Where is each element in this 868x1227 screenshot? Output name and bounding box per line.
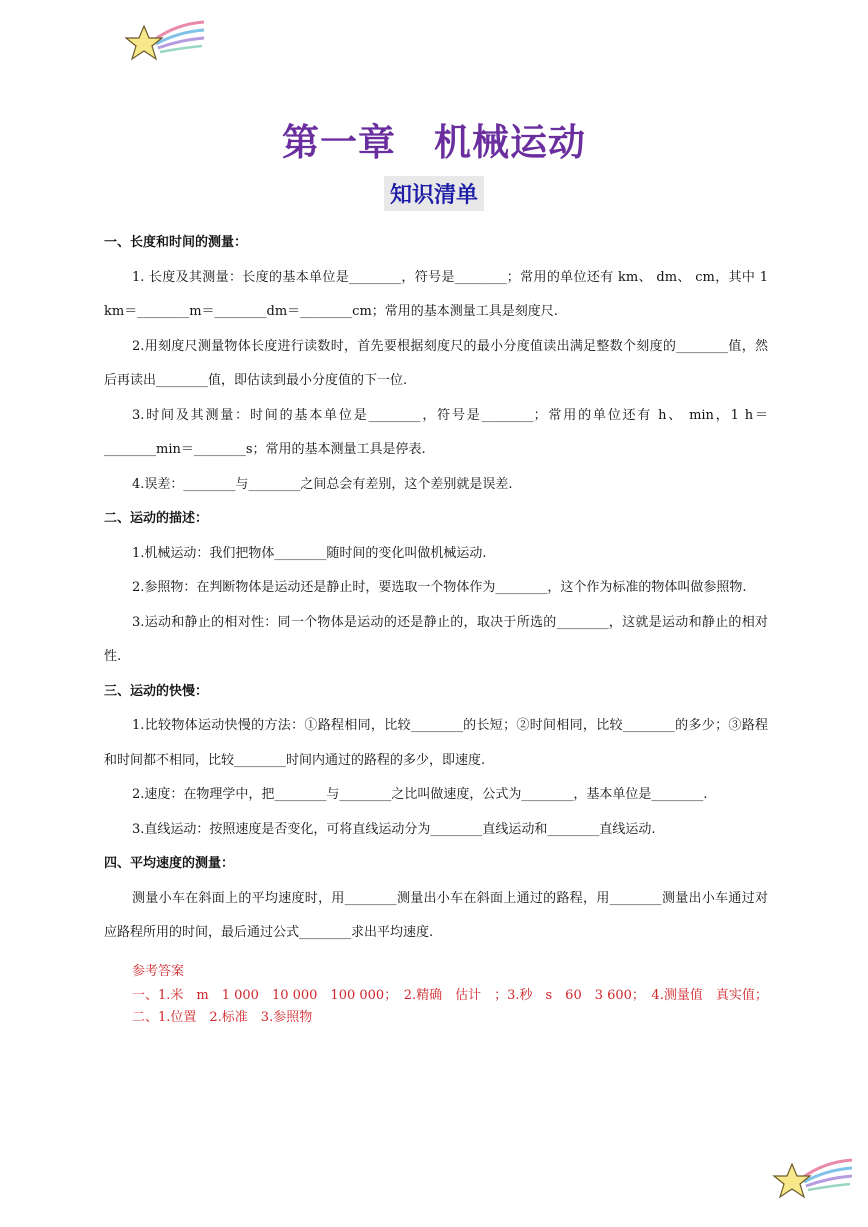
section-heading: 二、运动的描述： bbox=[104, 511, 209, 526]
document-body bbox=[104, 226, 768, 1029]
section-heading: 四、平均速度的测量： bbox=[104, 856, 235, 871]
paragraph: 1.比较物体运动快慢的方法：①路程相同，比较________的长短；②时间相同，比较________的多少；③路程和时间都不相同，比较________时间内通过的路程的多少，即速度. bbox=[104, 718, 768, 768]
paragraph: 2.用刻度尺测量物体长度进行读数时，首先要根据刻度尺的最小分度值读出满足整数个刻度的________值，然后再读出________值，即估读到最小分度值的下一位. bbox=[104, 338, 768, 388]
page-subtitle: 知识清单 bbox=[384, 176, 484, 211]
paragraph: 1.机械运动：我们把物体________随时间的变化叫做机械运动. bbox=[132, 545, 487, 561]
paragraph: 1. 长度及其测量：长度的基本单位是________，符号是________；常用的单位还有 km、 dm、 cm，其中 1 km＝________m＝________dm＝________cm；常用的基本测量工具是刻度尺. bbox=[104, 269, 768, 319]
star-decoration-icon bbox=[124, 18, 206, 66]
answer-line: 二、1.位置 2.标准 3.参照物 bbox=[132, 1009, 313, 1025]
paragraph: 2.参照物：在判断物体是运动还是静止时，要选取一个物体作为________，这个作为标准的物体叫做参照物. bbox=[132, 580, 747, 595]
page-title: 第一章 机械运动 bbox=[282, 121, 586, 164]
paragraph: 3.时间及其测量：时间的基本单位是________，符号是________；常用的单位还有 h、 min，1 h＝________min＝________s；常用的基本测量工具是停表. bbox=[104, 407, 768, 457]
answer-line: 一、1.米 m 1 000 10 000 100 000； 2.精确 估计 ；3.秒 s 60 3 600； 4.测量值 真实值； bbox=[132, 987, 768, 1003]
answer-key bbox=[104, 961, 768, 1029]
paragraph: 4.误差：________与________之间总会有差别，这个差别就是误差. bbox=[132, 476, 513, 492]
paragraph: 测量小车在斜面上的平均速度时，用________测量出小车在斜面上通过的路程，用________测量出小车通过对应路程所用的时间，最后通过公式________求出平均速度. bbox=[104, 890, 768, 940]
paragraph: 3.直线运动：按照速度是否变化，可将直线运动分为________直线运动和________直线运动. bbox=[132, 821, 656, 837]
section-heading: 三、运动的快慢： bbox=[104, 683, 209, 699]
section-heading: 一、长度和时间的测量： bbox=[104, 235, 248, 250]
answer-key-title: 参考答案 bbox=[132, 963, 185, 979]
paragraph: 2.速度：在物理学中，把________与________之比叫做速度，公式为________，基本单位是________. bbox=[132, 787, 708, 802]
star-decoration-icon bbox=[772, 1156, 854, 1204]
paragraph: 3.运动和静止的相对性：同一个物体是运动的还是静止的，取决于所选的________，这就是运动和静止的相对性. bbox=[104, 614, 768, 664]
